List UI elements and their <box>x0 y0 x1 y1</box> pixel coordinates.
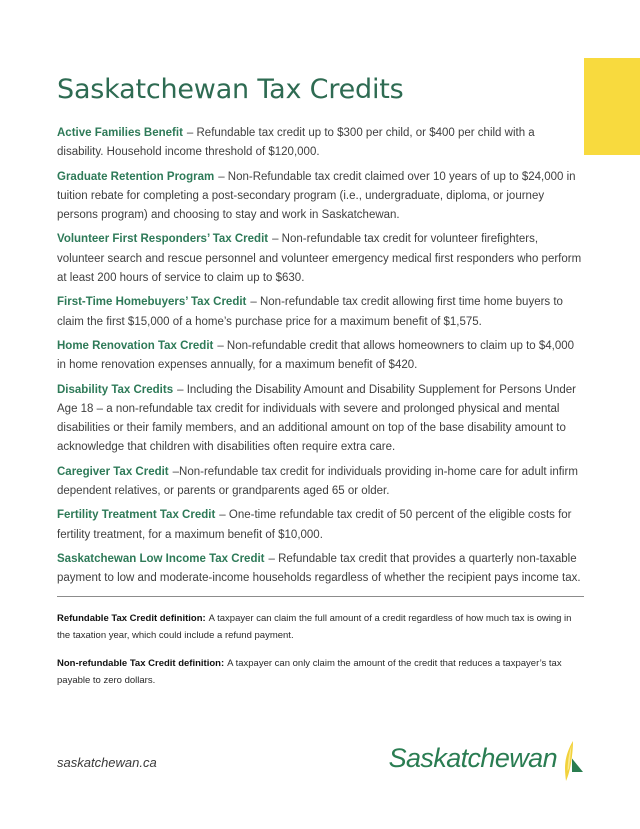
definition-heading: Refundable Tax Credit definition: <box>57 612 206 624</box>
definition-body: A taxpayer can claim the full amount of a credit regardless of how much tax is owing in the taxation year, which could include a refund payment. <box>57 612 572 642</box>
yellow-accent-block <box>584 58 640 155</box>
credit-paragraph <box>57 550 584 589</box>
definition-body: A taxpayer can only claim the amount of the credit that reduces a taxpayer’s tax payable to zero dollars. <box>57 657 562 687</box>
credit-paragraph <box>57 230 584 288</box>
wheat-sheaf-icon <box>558 741 584 783</box>
credit-paragraph <box>57 463 584 502</box>
credit-paragraph <box>57 337 584 376</box>
credit-body: – Refundable tax credit that provides a quarterly non-taxable payment to low and moderate-income households regardless of whether the recipient pays income tax. <box>57 552 581 585</box>
saskatchewan-logo <box>389 741 584 783</box>
credit-paragraph <box>57 124 584 163</box>
credit-heading: Fertility Treatment Tax Credit <box>57 509 216 522</box>
credit-paragraph <box>57 506 584 545</box>
credit-heading: Caregiver Tax Credit <box>57 465 169 478</box>
credit-body: –Non-refundable tax credit for individuals providing in-home care for adult infirm dependent relatives, or parents or grandparents aged 65 or older. <box>57 465 578 498</box>
credit-paragraph <box>57 293 584 332</box>
credit-body: – One-time refundable tax credit of 50 percent of the eligible costs for fertility treatment, for a maximum benefit of $10,000. <box>57 509 572 541</box>
definition-paragraph <box>57 610 584 645</box>
credit-paragraph <box>57 381 584 458</box>
divider-rule <box>57 596 584 597</box>
credit-heading: Active Families Benefit <box>57 127 183 139</box>
credit-body: – Including the Disability Amount and Disability Supplement for Persons Under Age 18 – a non-refundable tax credit for individuals with severe and prolonged physical and mental disabilities or their family members, and an additional amount on top of the base disability amount to acknowledge that children with disabilities often require extra care. <box>57 383 576 454</box>
credit-heading: First-Time Homebuyers’ Tax Credit <box>57 296 247 309</box>
credit-paragraph <box>57 168 584 226</box>
credit-body: – Non-refundable credit that allows homeowners to claim up to $4,000 in home renovation expenses annually, for a maximum benefit of $420. <box>57 339 575 372</box>
credit-heading: Home Renovation Tax Credit <box>57 339 214 352</box>
credit-body: – Refundable tax credit up to $300 per child, or $400 per child with a disability. Household income threshold of $120,000. <box>57 127 535 159</box>
credit-heading: Disability Tax Credits <box>57 383 174 396</box>
definition-heading: Non-refundable Tax Credit definition: <box>57 657 225 669</box>
credit-body: – Non-Refundable tax credit claimed over 10 years of up to $24,000 in tuition rebate for completing a post-secondary program (i.e., undergraduate, diploma, or journey persons program) and choosing to stay and work in Saskatchewan. <box>57 170 576 222</box>
page-content <box>57 0 584 700</box>
saskatchewan-logo-text: Saskatchewan <box>388 743 557 773</box>
footer-website: saskatchewan.ca <box>57 755 157 770</box>
page-title: Saskatchewan Tax Credits <box>57 74 404 105</box>
definition-paragraph <box>57 655 584 690</box>
page-footer <box>57 741 584 783</box>
credit-heading: Volunteer First Responders’ Tax Credit <box>57 233 269 246</box>
credit-body: – Non-refundable tax credit allowing first time home buyers to claim the first $15,000 of a home’s purchase price for a maximum benefit of $1,575. <box>57 296 563 328</box>
credit-heading: Graduate Retention Program <box>57 170 215 183</box>
credit-body: – Non-refundable tax credit for volunteer firefighters, volunteer search and rescue personnel and volunteer emergency medical first responders who perform at least 200 hours of service to claim up to $630. <box>57 233 582 285</box>
credit-heading: Saskatchewan Low Income Tax Credit <box>57 552 265 565</box>
